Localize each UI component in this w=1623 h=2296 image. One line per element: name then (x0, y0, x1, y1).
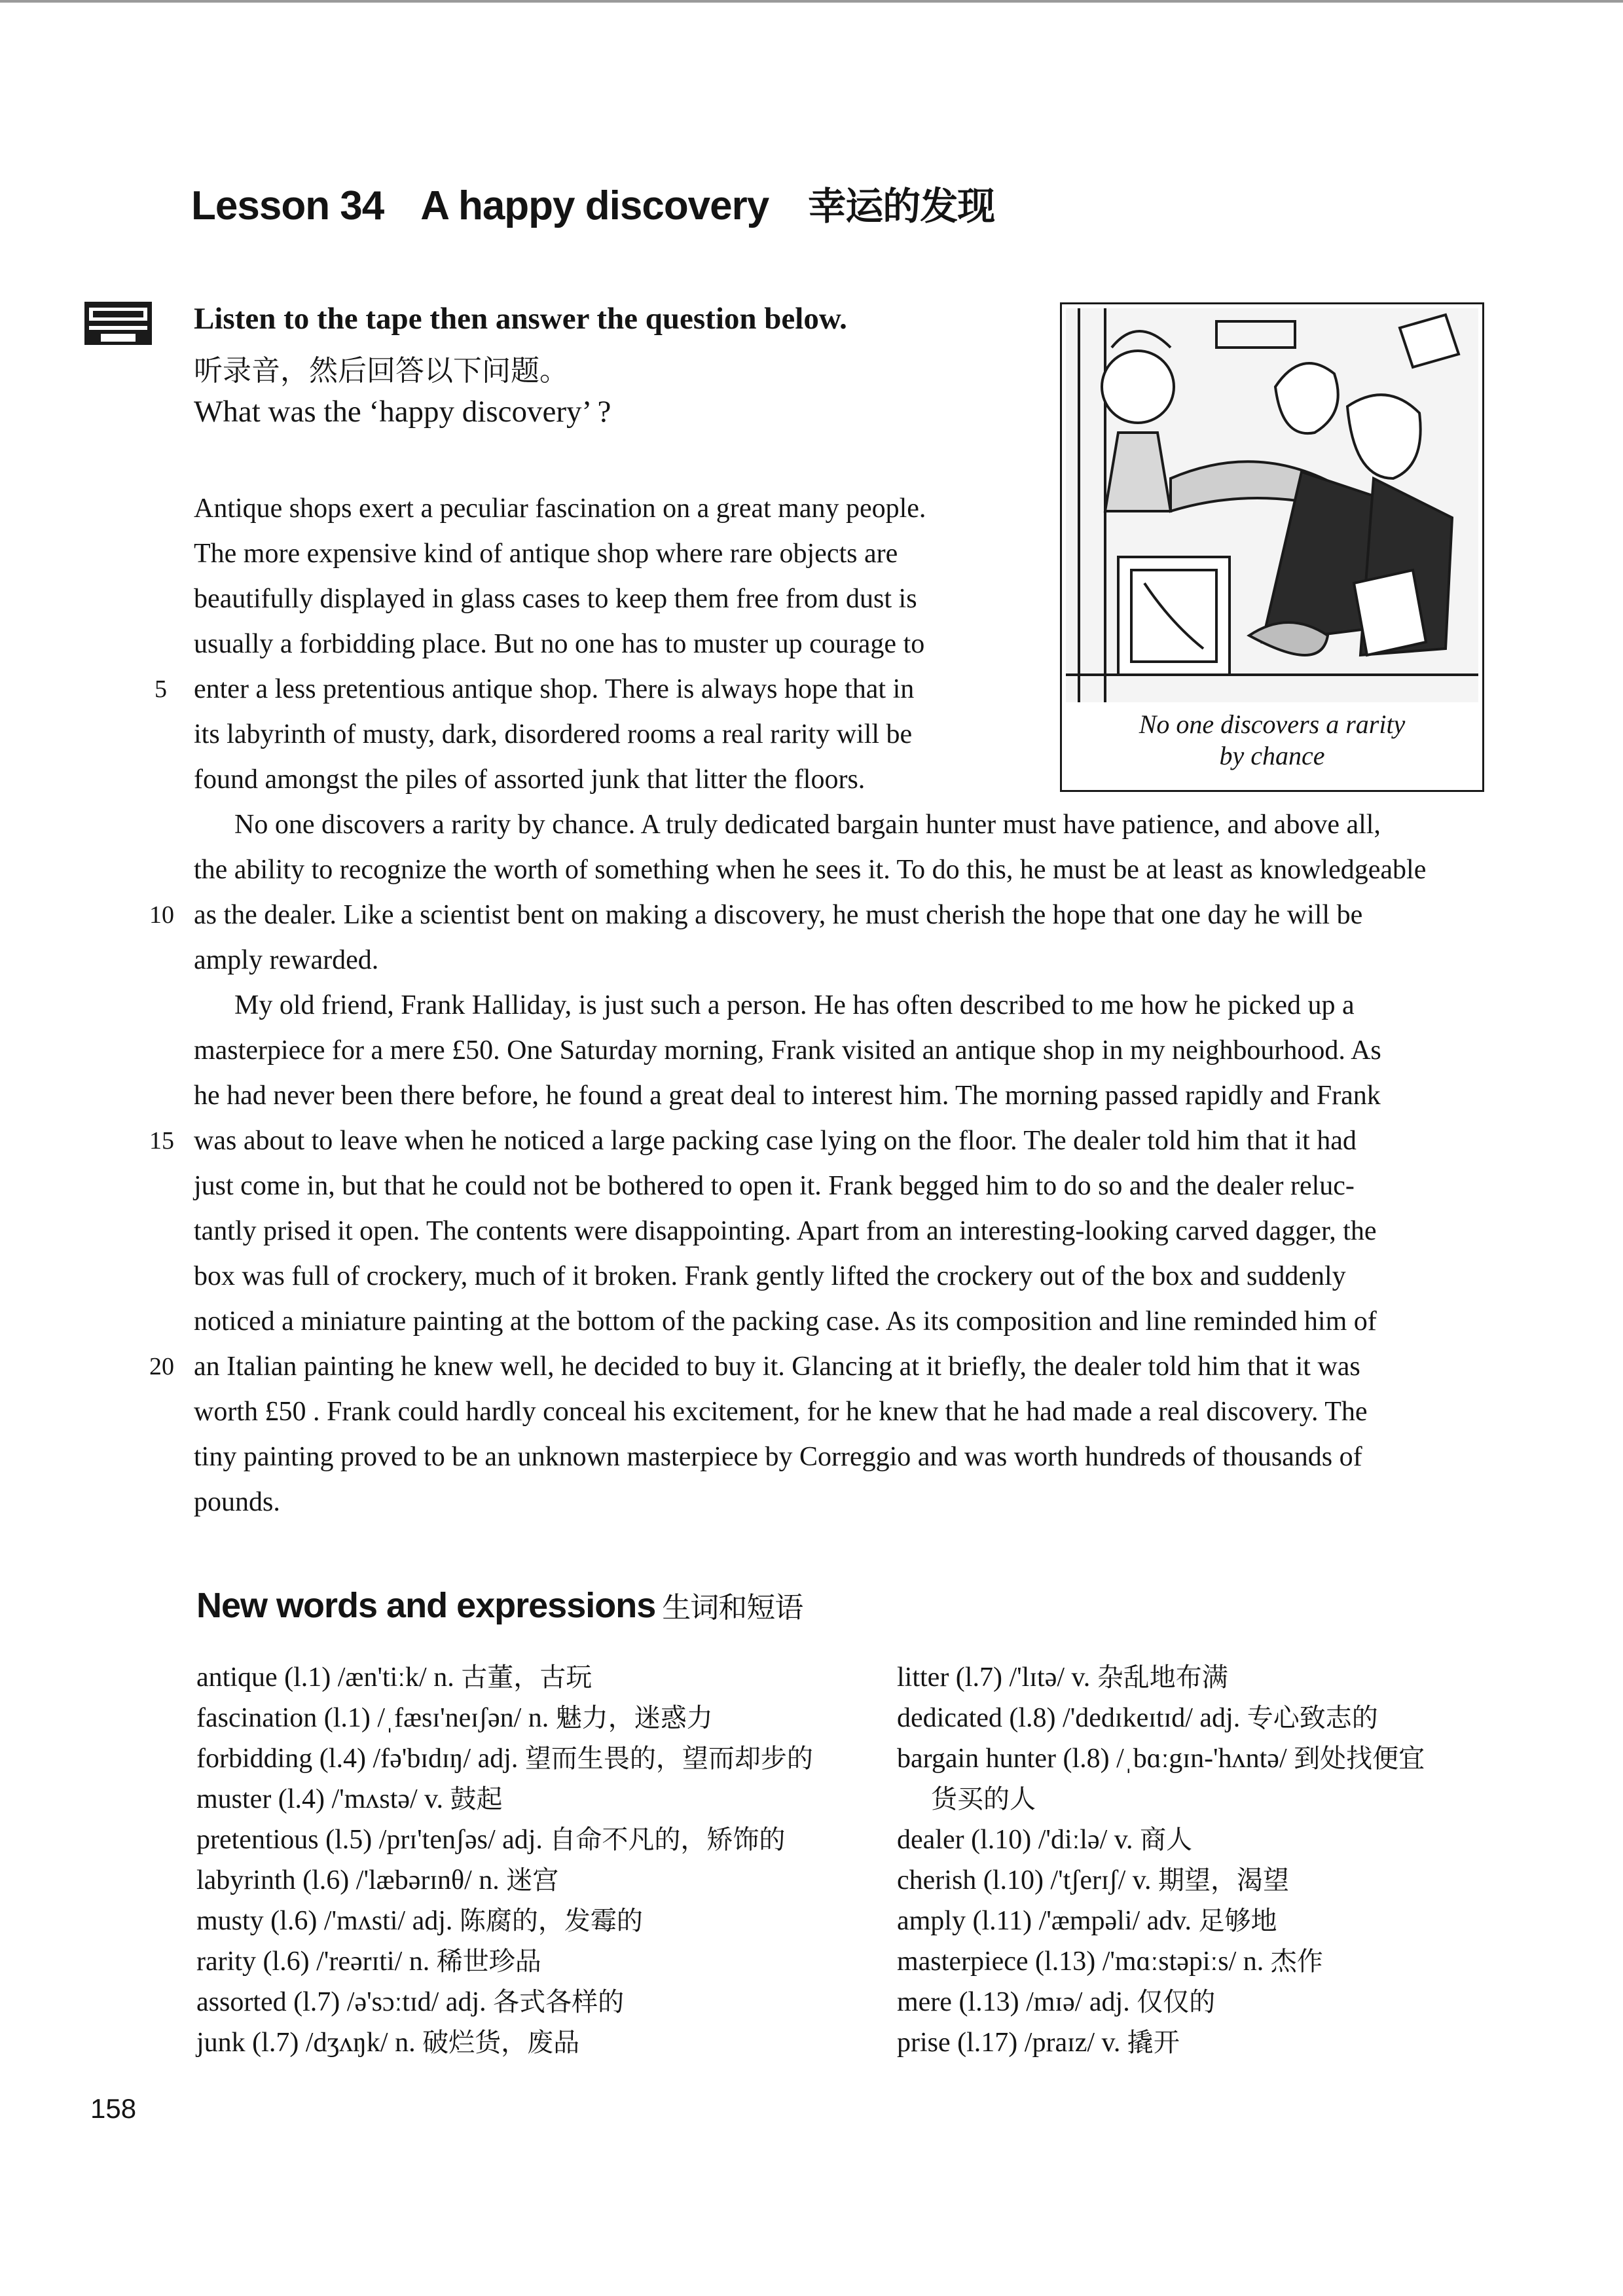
caption-line-2: by chance (1219, 741, 1325, 770)
vocab-item: prise (l.17) /praɪz/ v. 撬开 (897, 2028, 1180, 2058)
text-line: The more expensive kind of antique shop where rare objects are (194, 539, 898, 569)
vocab-item: junk (l.7) /dʒʌŋk/ n. 破烂货，废品 (196, 2028, 580, 2058)
page-top-edge (0, 0, 1623, 3)
text-line: tiny painting proved to be an unknown masterpiece by Correggio and was worth hundreds of thousands of (194, 1442, 1362, 1472)
text-line: box was full of crockery, much of it broken. Frank gently lifted the crockery out of the box and suddenly (194, 1261, 1346, 1291)
new-words-title-zh: 生词和短语 (662, 1591, 803, 1624)
vocab-item: assorted (l.7) /ə'sɔːtɪd/ adj. 各式各样的 (196, 1987, 625, 2017)
lesson-name-zh: 幸运的发现 (808, 184, 995, 228)
text-line: found amongst the piles of assorted junk that litter the floors. (194, 764, 866, 795)
vocab-item: muster (l.4) /'mʌstə/ v. 鼓起 (196, 1784, 503, 1814)
vocab-item: dedicated (l.8) /'dedɪkeɪtɪd/ adj. 专心致志的 (897, 1703, 1378, 1733)
text-line: Antique shops exert a peculiar fascination on a great many people. (194, 493, 926, 524)
text-line: as the dealer. Like a scientist bent on making a discovery, he must cherish the hope that one day he will be (194, 900, 1363, 930)
page-number: 158 (90, 2093, 137, 2124)
text-line: worth £50 . Frank could hardly conceal his excitement, for he knew that he had made a real discovery. The (194, 1397, 1368, 1427)
text-line: enter a less pretentious antique shop. There is always hope that in (194, 674, 915, 704)
caption-line-1: No one discovers a rarity (1139, 709, 1406, 739)
instruction-en: Listen to the tape then answer the question below. (194, 302, 847, 336)
line-number: 20 (149, 1353, 174, 1380)
lesson-name: A happy discovery (420, 183, 769, 228)
vocab-item: pretentious (l.5) /prɪ'tenʃəs/ adj. 自命不凡的，矫饰的 (196, 1825, 786, 1855)
vocab-item: litter (l.7) /'lɪtə/ v. 杂乱地布满 (897, 1662, 1228, 1693)
line-number: 10 (149, 901, 174, 929)
lesson-number: Lesson 34 (191, 183, 384, 228)
text-line: usually a forbidding place. But no one has to muster up courage to (194, 629, 925, 659)
text-line: No one discovers a rarity by chance. A truly dedicated bargain hunter must have patience, and above all, (234, 810, 1381, 840)
vocab-item: mere (l.13) /mɪə/ adj. 仅仅的 (897, 1987, 1216, 2017)
new-words-heading (196, 1584, 803, 1626)
text-line: an Italian painting he knew well, he decided to buy it. Glancing at it briefly, the dealer told him that it was (194, 1352, 1360, 1382)
line-number: 15 (149, 1127, 174, 1155)
vocab-item: dealer (l.10) /'diːlə/ v. 商人 (897, 1825, 1193, 1855)
text-line: amply rewarded. (194, 945, 379, 975)
text-line: tantly prised it open. The contents were disappointing. Apart from an interesting-looking carved dagger, the (194, 1216, 1377, 1246)
illustration-caption (1062, 709, 1482, 772)
text-line: beautifully displayed in glass cases to keep them free from dust is (194, 584, 917, 614)
text-line: masterpiece for a mere £50. One Saturday morning, Frank visited an antique shop in my neighbourhood. As (194, 1035, 1381, 1066)
text-line: its labyrinth of musty, dark, disordered rooms a real rarity will be (194, 719, 913, 749)
text-line: the ability to recognize the worth of something when he sees it. To do this, he must be at least as knowledgeable (194, 855, 1427, 885)
vocab-item: rarity (l.6) /'reərɪti/ n. 稀世珍品 (196, 1946, 541, 1977)
new-words-title: New words and expressions (196, 1586, 656, 1625)
text-line: was about to leave when he noticed a large packing case lying on the floor. The dealer told him that it had (194, 1126, 1357, 1156)
text-line: just come in, but that he could not be bothered to open it. Frank begged him to do so and the dealer reluc- (194, 1171, 1355, 1201)
text-line: pounds. (194, 1487, 280, 1517)
vocab-item: cherish (l.10) /'tʃerɪʃ/ v. 期望，渴望 (897, 1865, 1290, 1895)
instruction-zh: 听录音，然后回答以下问题。 (194, 354, 568, 387)
line-number: 5 (155, 675, 167, 703)
vocab-item-continued: 货买的人 (931, 1784, 1036, 1814)
vocab-item: bargain hunter (l.8) /ˌbɑːgɪn-'hʌntə/ 到处找便宜 (897, 1744, 1425, 1774)
vocab-item: antique (l.1) /æn'tiːk/ n. 古董，古玩 (196, 1662, 593, 1693)
text-line: noticed a miniature painting at the bottom of the packing case. As its composition and line reminded him of (194, 1306, 1377, 1336)
illustration-frame (1060, 302, 1484, 792)
question: What was the ‘happy discovery’ ? (194, 395, 611, 429)
vocab-item: musty (l.6) /'mʌsti/ adj. 陈腐的，发霉的 (196, 1906, 643, 1936)
antique-shop-illustration (1066, 308, 1478, 702)
text-line: My old friend, Frank Halliday, is just such a person. He has often described to me how he picked up a (234, 990, 1355, 1020)
vocab-item: masterpiece (l.13) /'mɑːstəpiːs/ n. 杰作 (897, 1946, 1323, 1977)
vocab-item: fascination (l.1) /ˌfæsɪ'neɪʃən/ n. 魅力，迷惑力 (196, 1703, 713, 1733)
text-line: he had never been there before, he found a great deal to interest him. The morning passed rapidly and Frank (194, 1081, 1381, 1111)
vocab-item: forbidding (l.4) /fə'bɪdɪŋ/ adj. 望而生畏的，望而却步的 (196, 1744, 813, 1774)
cassette-tape-icon (84, 301, 153, 346)
lesson-title (191, 175, 994, 230)
vocab-item: labyrinth (l.6) /'læbərɪnθ/ n. 迷宫 (196, 1865, 559, 1895)
vocab-item: amply (l.11) /'æmpəli/ adv. 足够地 (897, 1906, 1277, 1936)
